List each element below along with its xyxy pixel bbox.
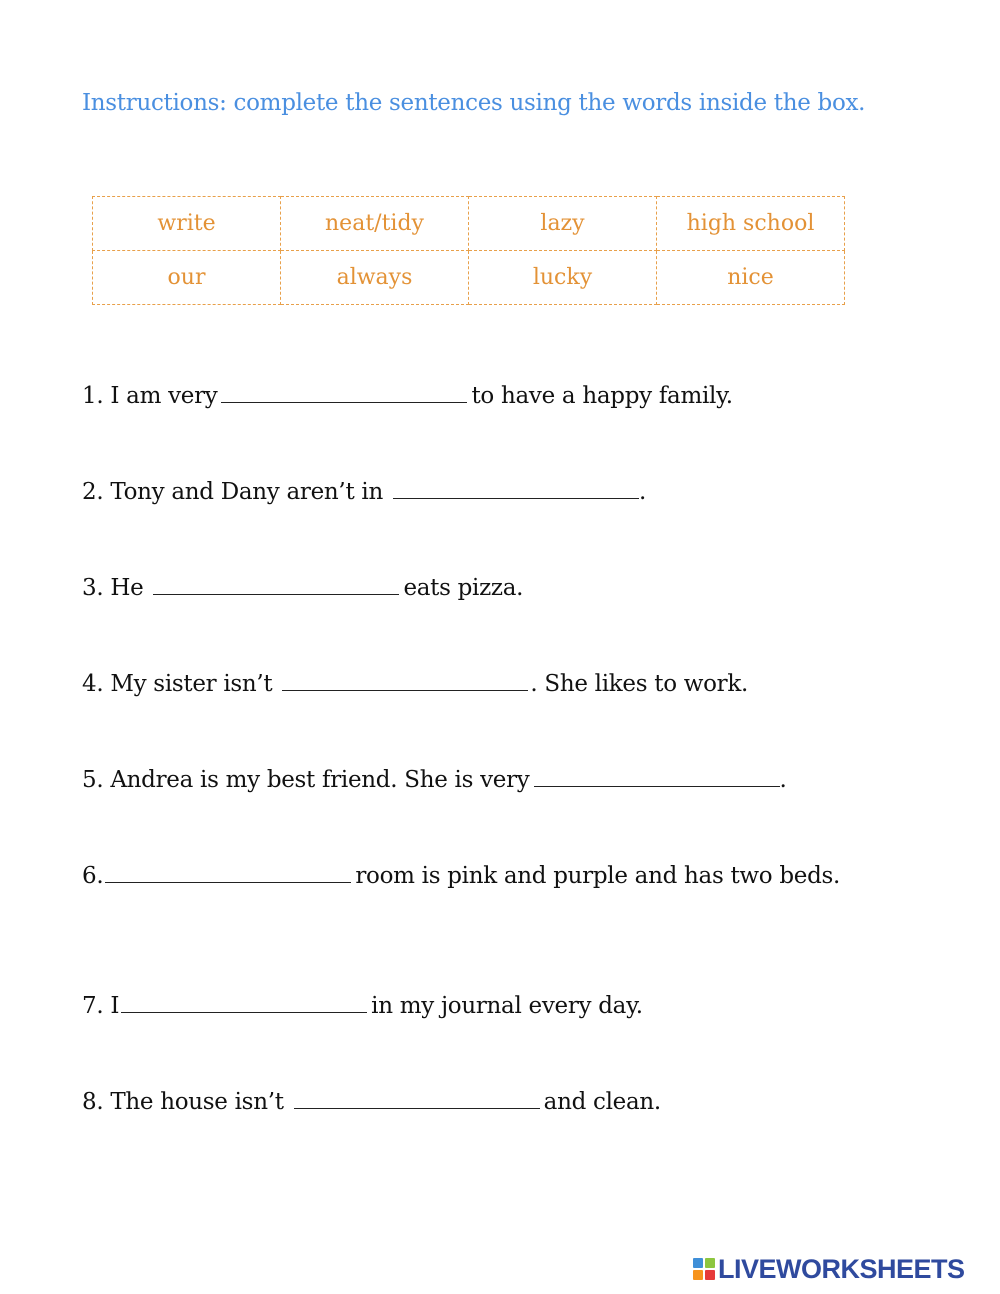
logo-square	[693, 1270, 703, 1280]
liveworksheets-logo	[693, 1253, 965, 1285]
word-box-cell: lazy	[469, 197, 657, 251]
sentence-text-before: 2. Tony and Dany aren’t in	[82, 479, 383, 505]
sentence-text-before: 8. The house isn’t	[82, 1089, 284, 1115]
sentence-text-before: 7. I	[82, 993, 120, 1019]
sentence-text-after: .	[638, 479, 646, 505]
word-box-cell: neat/tidy	[281, 197, 469, 251]
sentence-text-before: 4. My sister isn’t	[82, 671, 273, 697]
sentence-4	[82, 667, 842, 701]
sentence-7	[82, 989, 842, 1023]
sentence-2	[82, 475, 842, 509]
sentence-text-after: in my journal every day.	[371, 993, 643, 1019]
logo-text: LIVEWORKSHEETS	[718, 1253, 965, 1284]
answer-blank-2[interactable]	[393, 478, 639, 499]
word-box-cell: our	[93, 251, 281, 305]
answer-blank-8[interactable]	[294, 1088, 540, 1109]
word-box	[92, 196, 845, 305]
word-box-cell: always	[281, 251, 469, 305]
sentence-text-after: room is pink and purple and has two beds.	[355, 863, 841, 889]
sentence-1	[82, 379, 842, 413]
sentence-text-before: 1. I am very	[82, 383, 218, 409]
instructions-heading: Instructions: complete the sentences using the words inside the box.	[82, 90, 866, 116]
sentence-6	[82, 859, 842, 893]
liveworksheets-logo-icon	[693, 1258, 715, 1280]
sentence-8	[82, 1085, 842, 1119]
word-box-cell: write	[93, 197, 281, 251]
logo-square	[705, 1258, 715, 1268]
word-box-row	[93, 197, 845, 251]
word-box-cell: nice	[657, 251, 845, 305]
answer-blank-4[interactable]	[282, 670, 528, 691]
answer-blank-3[interactable]	[153, 574, 399, 595]
answer-blank-7[interactable]	[121, 992, 367, 1013]
sentence-5	[82, 763, 842, 797]
word-box-cell: high school	[657, 197, 845, 251]
answer-blank-6[interactable]	[105, 862, 351, 883]
sentence-text-after: . She likes to work.	[530, 671, 749, 697]
sentence-text-after: eats pizza.	[403, 575, 524, 601]
answer-blank-5[interactable]	[534, 766, 780, 787]
sentence-text-before: 3. He	[82, 575, 144, 601]
word-box-cell: lucky	[469, 251, 657, 305]
sentence-text-after: .	[779, 767, 787, 793]
sentence-text-before: 5. Andrea is my best friend. She is very	[82, 767, 530, 793]
sentence-text-after: and clean.	[543, 1089, 661, 1115]
answer-blank-1[interactable]	[221, 382, 467, 403]
word-box-row	[93, 251, 845, 305]
sentence-text-after: to have a happy family.	[471, 383, 733, 409]
sentence-text-before: 6.	[82, 863, 104, 889]
sentence-3	[82, 571, 842, 605]
logo-square	[705, 1270, 715, 1280]
logo-square	[693, 1258, 703, 1268]
